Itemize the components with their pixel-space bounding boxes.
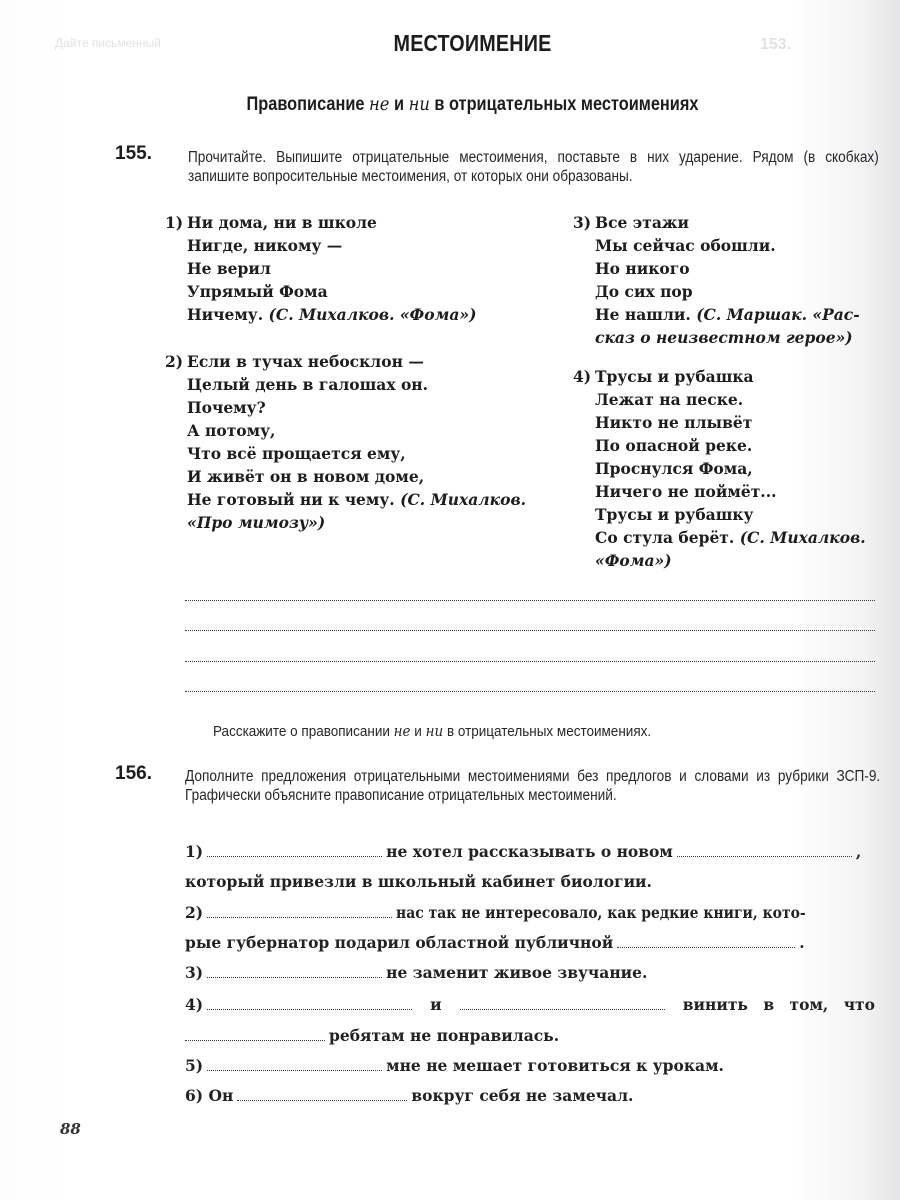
blank-field[interactable] [207, 963, 382, 978]
blank-field[interactable] [677, 842, 852, 857]
blank-field[interactable] [185, 1026, 325, 1041]
sentence-text: не хотел рассказывать о новом [386, 842, 673, 861]
poem-line: И живёт он в новом доме, [187, 467, 425, 486]
tell-prompt-ni: ни [425, 722, 444, 740]
poem-line: Нигде, никому — [187, 236, 343, 255]
blank-field[interactable] [207, 1056, 382, 1071]
poem-3-number: 3) [573, 213, 592, 232]
poem-2 [165, 350, 526, 534]
sentence-number: 6) Он [185, 1086, 234, 1105]
section-title-suffix: в отрицательных местоимениях [429, 94, 699, 115]
poem-line: Мы сейчас обошли. [595, 236, 776, 255]
poem-1 [165, 211, 476, 326]
sentence-text: мне не мешает готовиться к урокам. [386, 1056, 724, 1075]
sentence-1-cont: который привезли в школьный кабинет биологии. [185, 872, 652, 891]
sentence-text: ребятам не понравилась. [329, 1026, 560, 1045]
blank-field[interactable] [617, 933, 795, 948]
section-title-ni: ни [408, 93, 430, 115]
poem-line: Ничему. [187, 305, 264, 324]
poem-attribution: «Про мимозу») [187, 513, 326, 532]
sentence-text: вокруг себя не замечал. [411, 1086, 634, 1105]
poem-2-number: 2) [165, 352, 184, 371]
poem-line: Лежат на песке. [595, 390, 744, 409]
poem-line: Что всё прощается ему, [187, 444, 406, 463]
sentence-6 [185, 1086, 633, 1106]
sentence-4 [185, 995, 875, 1015]
poem-line: Целый день в галошах он. [187, 375, 429, 394]
tell-prompt-prefix: Расскажите о правописании [213, 723, 394, 740]
poem-attribution: сказ о неизвестном герое») [595, 328, 853, 347]
poem-attribution: (С. Михалков. [739, 528, 866, 547]
section-title-prefix: Правописание [246, 94, 369, 115]
sentence-2 [185, 903, 851, 923]
blank-field[interactable] [237, 1086, 407, 1101]
poem-line: До сих пор [595, 282, 693, 301]
poem-line: Никто не плывёт [595, 413, 753, 432]
sentence-2-cont [185, 933, 805, 953]
poem-line: Ничего не поймёт... [595, 482, 777, 501]
sentence-number: 2) [185, 903, 204, 922]
sentence-number: 1) [185, 842, 204, 861]
sentence-number: 4) [185, 995, 204, 1014]
poem-line: Но никого [595, 259, 690, 278]
answer-line-3[interactable] [185, 661, 875, 662]
sentence-3 [185, 963, 647, 983]
poem-line: Со стула берёт. [595, 528, 735, 547]
sentence-5 [185, 1056, 724, 1076]
answer-line-4[interactable] [185, 691, 875, 692]
sentence-text: , [855, 842, 862, 861]
sentence-number: 5) [185, 1056, 204, 1075]
poem-line: По опасной реке. [595, 436, 753, 455]
sentence-text: винить в том, что [682, 995, 875, 1014]
exercise-156-instruction: Дополните предложения отрицательными местоимениями без предлогов и словами из рубрики ЗСП-9. Графически объясните правописание отрицательных местоимений. [185, 768, 881, 804]
poem-line: Ни дома, ни в школе [187, 213, 377, 232]
poem-attribution: (С. Михалков. [400, 490, 527, 509]
poem-line: Проснулся Фома, [595, 459, 753, 478]
poem-line: Упрямый Фома [187, 282, 328, 301]
sentence-text: нас так не интересовало, как редкие книги, кото- [396, 903, 806, 922]
poem-4 [573, 365, 866, 572]
blank-field[interactable] [207, 903, 392, 918]
exercise-155-number: 155. [115, 143, 152, 164]
poem-4-number: 4) [573, 367, 592, 386]
sentence-text: . [799, 933, 805, 952]
poem-line: Не готовый ни к чему. [187, 490, 395, 509]
sentence-text: и [430, 995, 442, 1014]
section-title-and: и [389, 94, 409, 115]
poem-1-number: 1) [165, 213, 184, 232]
sentence-4-cont [185, 1026, 559, 1046]
poem-line: Трусы и рубашку [595, 505, 754, 524]
poem-line: Если в тучах небосклон — [187, 352, 424, 371]
poem-attribution: «Фома») [595, 551, 672, 570]
section-title-ne: не [368, 93, 390, 115]
exercise-155-instruction: Прочитайте. Выпишите отрицательные местоимения, поставьте в них ударение. Рядом (в скобках) запишите вопросительные местоимения, от которых они образованы. [188, 149, 879, 185]
poem-line: Все этажи [595, 213, 690, 232]
sentence-text: не заменит живое звучание. [386, 963, 648, 982]
page-number: 88 [60, 1120, 81, 1138]
bleed-through-text: Дайте письменный [55, 36, 161, 50]
sentence-1 [185, 842, 861, 862]
bleed-through-number: 153. [760, 36, 792, 53]
chapter-title: МЕСТОИМЕНИЕ [393, 30, 552, 56]
sentence-text: рые губернатор подарил областной публичной [185, 933, 614, 952]
tell-prompt-and: и [410, 723, 426, 740]
tell-prompt [213, 722, 651, 740]
poem-line: А потому, [187, 421, 276, 440]
poem-3 [573, 211, 860, 349]
section-title [66, 93, 879, 116]
blank-field[interactable] [207, 842, 382, 857]
blank-field[interactable] [207, 995, 412, 1010]
exercise-156-number: 156. [115, 763, 152, 784]
poem-line: Трусы и рубашка [595, 367, 754, 386]
blank-field[interactable] [460, 995, 665, 1010]
poem-line: Не нашли. [595, 305, 691, 324]
answer-line-2[interactable] [185, 630, 875, 631]
poem-attribution: (С. Маршак. «Рас- [696, 305, 860, 324]
tell-prompt-suffix: в отрицательных местоимениях. [443, 723, 652, 740]
poem-line: Не верил [187, 259, 271, 278]
sentence-number: 3) [185, 963, 204, 982]
tell-prompt-ne: не [393, 722, 411, 740]
poem-attribution: (С. Михалков. «Фома») [268, 305, 477, 324]
answer-line-1[interactable] [185, 600, 875, 601]
poem-line: Почему? [187, 398, 266, 417]
